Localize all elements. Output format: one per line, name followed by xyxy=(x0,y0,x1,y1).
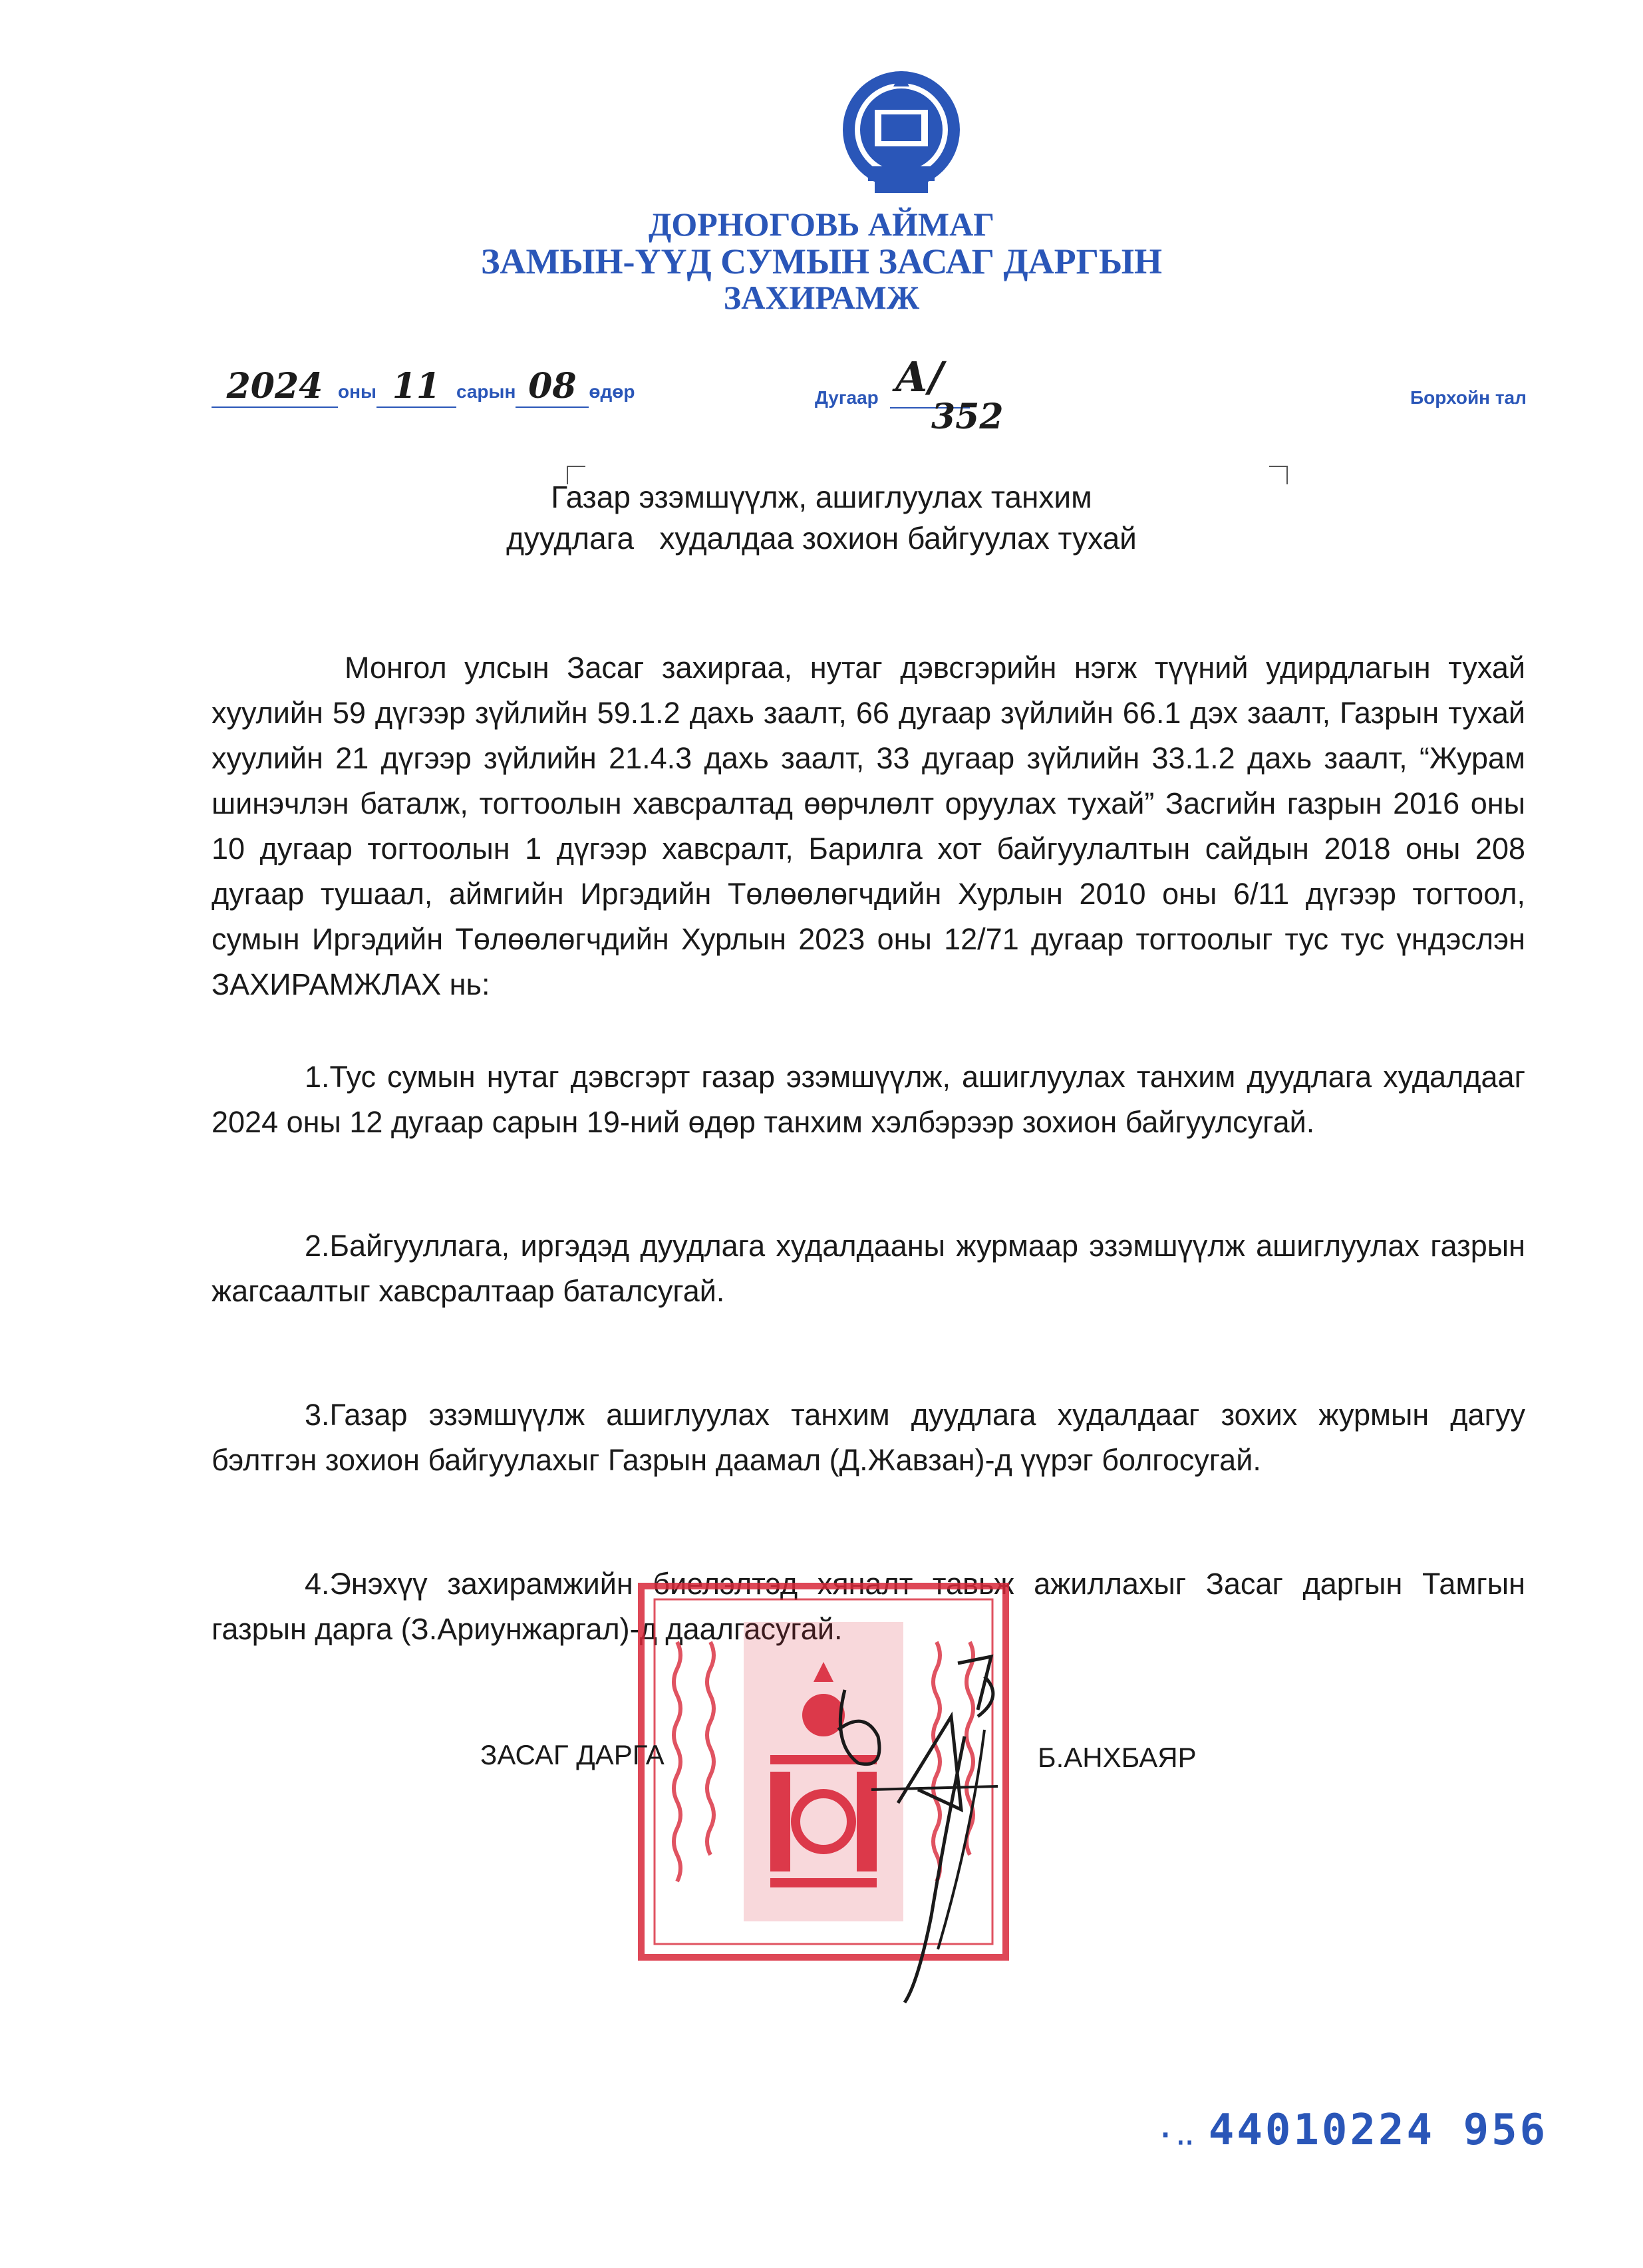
place-name: Борхойн тал xyxy=(1410,387,1527,408)
order-item-1: 1.Тус сумын нутаг дэвсгэрт газар эзэмшүүлж, ашиглуулах танхим дуудлага худалдааг 2024 оны 12 дугаар сарын 19-ний өдөр танхим хэлбэрээр зохион байгуулсугай. xyxy=(212,1060,1525,1139)
preamble xyxy=(212,645,1525,1007)
header-office: ЗАМЫН-ҮҮД СУМЫН ЗАСАГ ДАРГЫН xyxy=(480,242,1163,281)
header-doc-type: ЗАХИРАМЖ xyxy=(723,279,920,316)
date-day: 08 xyxy=(528,366,577,406)
preamble-text: Монгол улсын Засаг захиргаа, нутаг дэвсгэрийн нэгж түүний удирдлагын тухай хуулийн 59 дүгээр зүйлийн 59.1.2 дахь заалт, 66 дугаар зүйлийн 66.1 дэх заалт, Газрын тухай хуулийн 21 дүгээр зүйлийн 21.4.3 дахь заалт, 33 дугаар зүйлийн 33.1.2 дахь заалт, “Журам шинэчлэн баталж, тогтоолын хавсралтад өөрчлөлт оруулах тухай” Засгийн газрын 2016 оны 10 дугаар тогтоолын 1 дүгээр хавсралт, Барилга хот байгуулалтын сайдын 2018 оны 208 дугаар тушаал, аймгийн Иргэдийн Төлөөлөгчдийн Хурлын 2010 оны 6/11 дүгээр тогтоол, сумын Иргэдийн Төлөөлөгчдийн Хурлын 2023 оны 12/71 дугаар тогтоолыг тус тус үндэслэн ЗАХИРАМЖЛАХ нь: xyxy=(212,651,1525,1001)
signatory-title: ЗАСАГ ДАРГА xyxy=(480,1739,665,1770)
header-aimag: ДОРНОГОВЬ АЙМАГ xyxy=(648,206,995,243)
date-month: 11 xyxy=(392,366,441,406)
order-label: Дугаар xyxy=(815,387,879,408)
date-day-suffix: өдөр xyxy=(589,381,635,402)
order-item-3: 3.Газар эзэмшүүлж ашиглуулах танхим дуудлага худалдааг зохих журмын дагуу бэлтгэн зохион байгуулахыг Газрын даамал (Д.Жавзан)-д үүрэг болгосугай. xyxy=(212,1398,1525,1477)
state-emblem-icon xyxy=(835,60,968,203)
date-year-suffix: оны xyxy=(338,381,376,402)
date-month-suffix: сарын xyxy=(456,381,516,402)
title-line-1: Газар эзэмшүүлж, ашиглуулах танхим xyxy=(551,480,1092,514)
title-line-2: дуудлага худалдаа зохион байгуулах тухай xyxy=(506,521,1137,556)
document-title xyxy=(0,476,1643,559)
order-item-4: 4.Энэхүү захирамжийн биелэлтэд хяналт тавьж ажиллахыг Засаг даргын Тамгын газрын дарга (З.Ариунжаргал)-д даалгасугай. xyxy=(212,1567,1525,1646)
order-item-2: 2.Байгууллага, иргэдэд дуудлага худалдааны журмаар эзэмшүүлж ашиглуулах газрын жагсаалтыг хавсралтаар баталсугай. xyxy=(212,1229,1525,1308)
order-number-top: А/ xyxy=(895,353,944,401)
registration-number: ·‥ 44010224 956 xyxy=(1157,2106,1549,2155)
date-year: 2024 xyxy=(226,366,323,406)
registration-number-value: 44010224 956 xyxy=(1208,2106,1549,2155)
date-line xyxy=(212,366,635,408)
order-number-bottom: 352 xyxy=(931,397,1004,437)
signatory-name: Б.АНХБАЯР xyxy=(1038,1742,1197,1773)
handwritten-signature xyxy=(818,1637,1024,2009)
